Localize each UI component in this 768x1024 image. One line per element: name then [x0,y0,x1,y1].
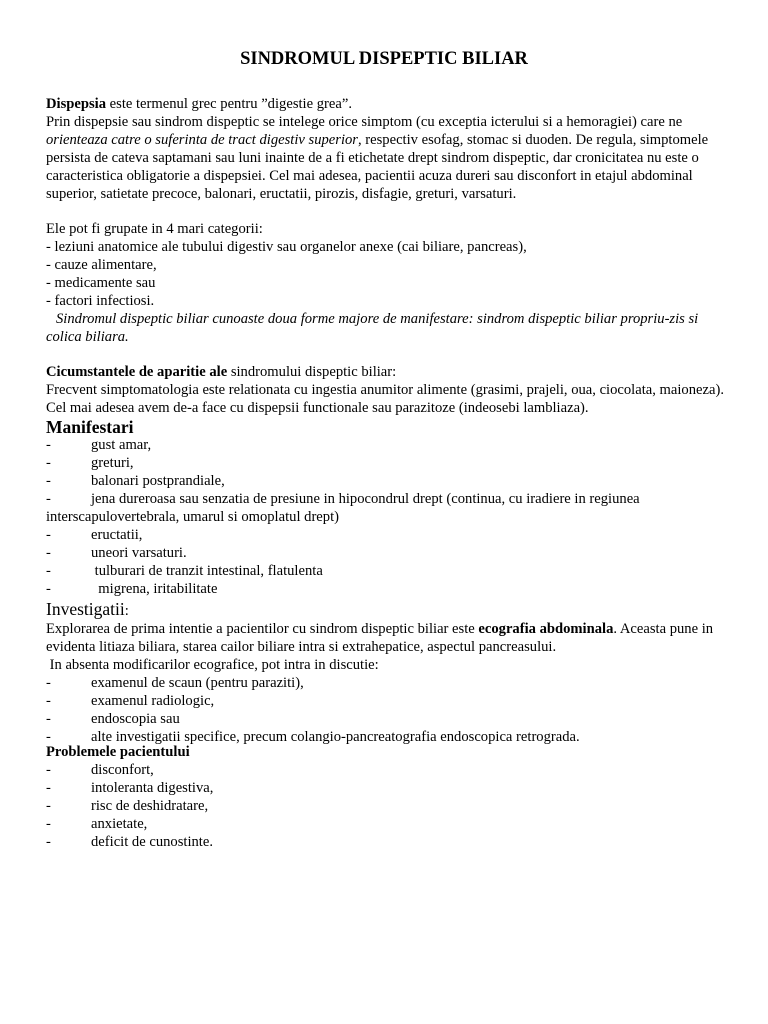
intro-paragraph [46,113,726,203]
list-item-text: intoleranta digestiva, [91,780,214,796]
circumstances-section [46,363,726,417]
list-item-text: jena dureroasa sau senzatia de presiune in hipocondrul drept (continua, cu iradiere in regiunea interscapulovertebrala, umarul si omoplatul drept) [46,491,640,525]
investigatii-text-a: Explorarea de prima intentie a pacientilor cu sindrom dispeptic biliar este [46,621,479,637]
list-dash: - [46,527,51,543]
circumstances-heading [46,363,726,381]
list-item [46,526,726,544]
list-item [46,544,726,562]
list-item [46,436,726,454]
category-item: - medicamente sau [46,275,156,291]
investigatii-heading-text: Investigatii [46,599,125,619]
list-item-text: anxietate, [91,816,148,832]
intro-text-italic: orienteaza catre o suferinta de tract digestiv superior [46,132,358,148]
category-item: - factori infectiosi. [46,293,155,309]
intro-definition [46,95,726,113]
list-dash: - [46,834,51,850]
list-item [46,779,726,797]
list-item-text: greturi, [91,455,134,471]
list-dash: - [46,729,51,745]
categories-lead: Ele pot fi grupate in 4 mari categorii: [46,221,263,237]
list-item-text: endoscopia sau [91,711,180,727]
list-item [46,472,726,490]
list-item-text: balonari postprandiale, [91,473,225,489]
list-dash: - [46,762,51,778]
list-dash: - [46,693,51,709]
investigatii-lead: In absenta modificarilor ecografice, pot intra in discutie: [46,657,379,673]
list-dash: - [46,675,51,691]
list-dash: - [46,455,51,471]
list-dash: - [46,711,51,727]
list-item [46,562,726,580]
list-item [46,580,726,598]
list-item-text: uneori varsaturi. [91,545,187,561]
list-dash: - [46,437,51,453]
list-item-text: eructatii, [91,527,143,543]
list-dash: - [46,798,51,814]
intro-text-b: , respectiv esofag, stomac si duoden. De regula, simptomele persista de cateva saptamani sau luni inainte de a fi etichetate drept sindrom dispeptic, dar cronicitatea nu este o caracteristica obligatorie a dispepsiei. Cel mai adesea, pacientii acuza dureri sau disconfort in etajul abdominal superior, satietate precoce, balonari, eructatii, pirozis, disfagie, greturi, varsaturi. [46,132,709,202]
intro-text-a: Prin dispepsie sau sindrom dispeptic se intelege orice simptom (cu exceptia icterului si a hemoragiei) care ne [46,114,683,130]
list-item-text: migrena, iritabilitate [91,581,218,597]
list-item [46,833,726,851]
list-item [46,761,726,779]
list-item [46,490,726,526]
list-item [46,815,726,833]
investigatii-heading [46,600,726,620]
list-dash: - [46,581,51,597]
list-item-text: alte investigatii specifice, precum colangio-pancreatografia endoscopica retrograda. [91,729,580,745]
list-item [46,797,726,815]
circumstances-heading-rest: sindromului dispeptic biliar: [227,364,397,380]
list-item-text: examenul de scaun (pentru paraziti), [91,675,304,691]
manifestari-section [46,418,726,598]
probleme-heading: Problemele pacientului [46,744,190,760]
list-dash: - [46,473,51,489]
list-item [46,674,726,692]
circumstances-heading-bold: Cicumstantele de aparitie ale [46,364,228,380]
term-definition: este termenul grec pentru ”digestie grea”. [106,96,352,112]
intro-section [46,95,726,203]
list-item-text: disconfort, [91,762,154,778]
list-item [46,710,726,728]
list-item [46,692,726,710]
investigatii-text-bold: ecografia abdominala [478,621,614,637]
list-item-text: risc de deshidratare, [91,798,209,814]
investigatii-paragraph [46,620,726,656]
list-dash: - [46,780,51,796]
list-item-text: tulburari de tranzit intestinal, flatulenta [91,563,323,579]
circumstances-text: Frecvent simptomatologia este relationata cu ingestia anumitor alimente (grasimi, prajeli, oua, ciocolata, maioneza). Cel mai adesea avem de-a face cu dispepsii functionale sau parazitoze (indeosebi lambliaza). [46,382,724,416]
list-dash: - [46,563,51,579]
categories-section [46,220,726,346]
manifestari-heading: Manifestari [46,417,134,437]
document-title: SINDROMUL DISPEPTIC BILIAR [240,49,528,69]
investigatii-section [46,600,726,746]
list-item-text: deficit de cunostinte. [91,834,213,850]
investigatii-colon: : [124,603,129,619]
investigatii-text-b: . Aceasta pune in evidenta litiaza biliara, starea cailor biliare intra si extrahepatice, aspectul pancreasului. [46,621,714,655]
list-item-text: examenul radiologic, [91,693,215,709]
forms-note: Sindromul dispeptic biliar cunoaste doua forme majore de manifestare: sindrom dispeptic biliar propriu-zis si colica biliara. [46,311,699,345]
list-item-text: gust amar, [91,437,152,453]
category-item: - leziuni anatomice ale tubului digestiv sau organelor anexe (cai biliare, pancreas), [46,239,527,255]
list-dash: - [46,816,51,832]
list-dash: - [46,545,51,561]
list-dash: - [46,491,51,507]
probleme-section [46,743,726,851]
list-item [46,454,726,472]
term-dispepsia: Dispepsia [46,96,107,112]
category-item: - cauze alimentare, [46,257,157,273]
